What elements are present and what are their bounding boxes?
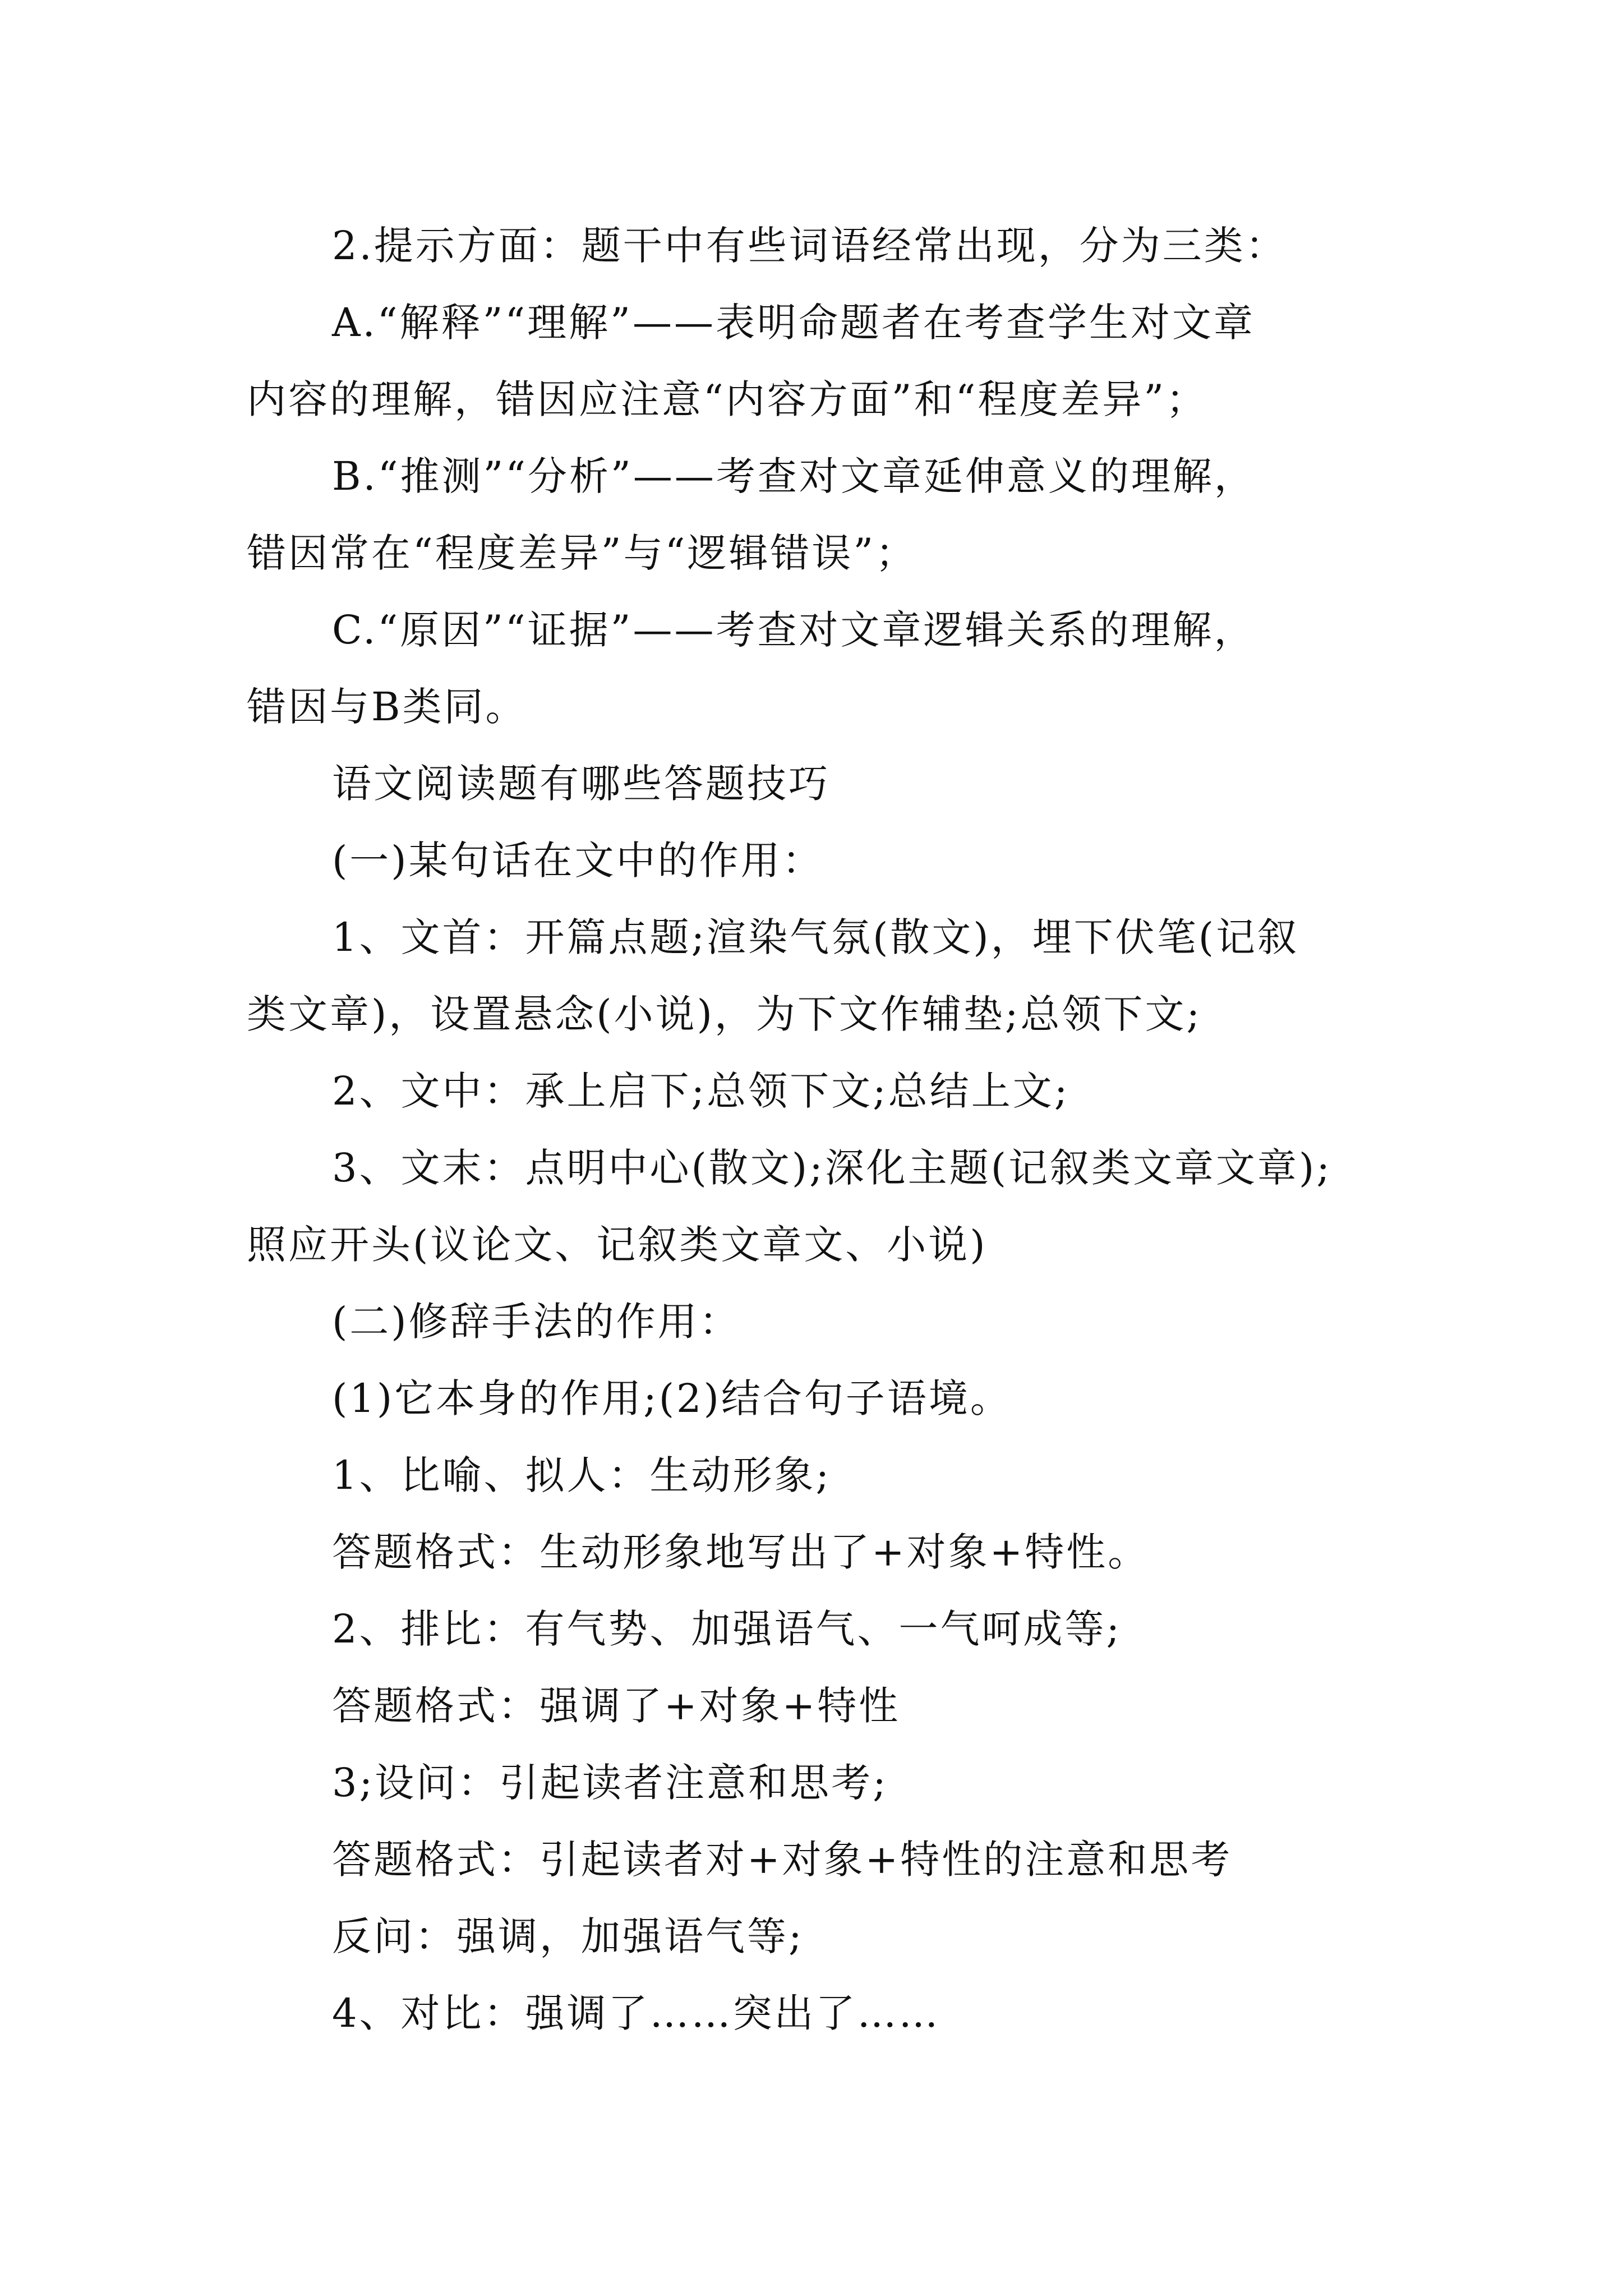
text-line: 内容的理解，错因应注意“内容方面”和“程度差异”； [247, 376, 1208, 422]
text-line: A.“解释”“理解”——表明命题者在考查学生对文章 [332, 300, 1255, 346]
text-line: (1)它本身的作用;(2)结合句子语境。 [332, 1375, 1012, 1421]
text-line: 答题格式：生动形象地写出了+对象+特性。 [332, 1529, 1150, 1575]
text-line: C.“原因”“证据”——考查对文章逻辑关系的理解， [332, 607, 1256, 653]
text-line: B.“推测”“分析”——考查对文章延伸意义的理解， [332, 453, 1256, 499]
text-line: 2、排比：有气势、加强语气、一气呵成等; [332, 1606, 1122, 1652]
text-line: 反问：强调，加强语气等; [332, 1913, 804, 1959]
text-line: 照应开头(议论文、记叙类文章文、小说) [247, 1222, 988, 1268]
text-line: 类文章)，设置悬念(小说)，为下文作辅垫;总领下文; [247, 991, 1202, 1037]
document-body [247, 208, 1391, 2052]
text-line: 2、文中：承上启下;总领下文;总结上文; [332, 1068, 1070, 1114]
text-line: 4、对比：强调了……突出了…… [332, 1990, 940, 2036]
text-line: 答题格式：引起读者对+对象+特性的注意和思考 [332, 1837, 1233, 1883]
text-line: 1、比喻、拟人：生动形象; [332, 1452, 832, 1498]
text-line: 3、文末：点明中心(散文);深化主题(记叙类文章文章); [332, 1145, 1332, 1191]
text-line: 1、文首：开篇点题;渲染气氛(散文)，埋下伏笔(记叙 [332, 914, 1299, 960]
subsection-heading: (一)某句话在文中的作用： [332, 838, 824, 884]
text-line: 3;设问：引起读者注意和思考; [332, 1760, 888, 1806]
text-line: 错因常在“程度差异”与“逻辑错误”； [247, 530, 917, 576]
subsection-heading: (二)修辞手法的作用： [332, 1299, 741, 1345]
text-line: 错因与B类同。 [247, 684, 527, 730]
text-line: 2.提示方面：题干中有些词语经常出现，分为三类： [332, 223, 1287, 269]
text-line: 答题格式：强调了+对象+特性 [332, 1683, 901, 1729]
section-heading: 语文阅读题有哪些答题技巧 [332, 761, 830, 807]
